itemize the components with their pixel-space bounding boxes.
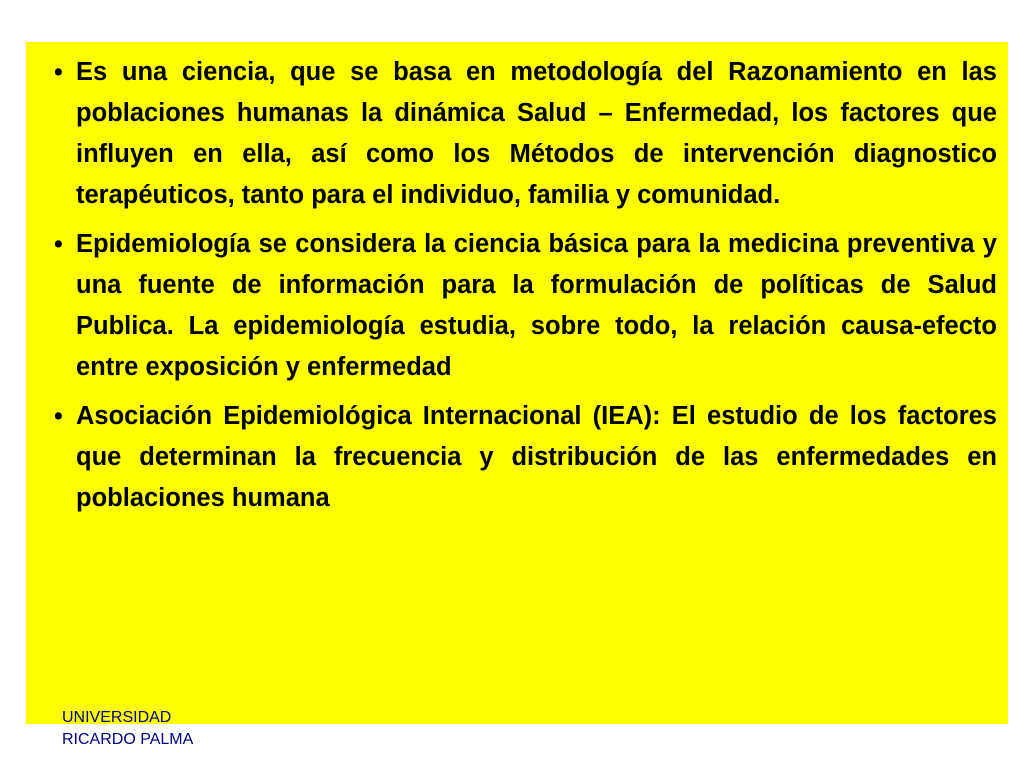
content-panel: [26, 42, 1008, 724]
bullet-icon: •: [54, 58, 63, 86]
footer-line: UNIVERSIDAD: [62, 709, 172, 726]
footer-line: RICARDO PALMA: [62, 731, 194, 748]
bullet-icon: •: [54, 402, 63, 430]
list-item: [54, 224, 997, 388]
bullet-text: Es una ciencia, que se basa en metodología del Razonamiento en las poblaciones humanas la dinámica Salud – Enfermedad, los factores que influyen en ella, así como los Métodos de intervención diagnostico terapéuticos, tanto para el individuo, familia y comunidad.: [76, 58, 997, 209]
list-item: [54, 52, 997, 216]
bullet-list: [54, 52, 997, 527]
list-item: [54, 396, 997, 519]
footer-university-name: [62, 707, 193, 751]
bullet-icon: •: [54, 230, 63, 258]
bullet-text: Asociación Epidemiológica Internacional (IEA): El estudio de los factores que determinan la frecuencia y distribución de las enfermedades en poblaciones humana: [76, 402, 997, 512]
bullet-text: Epidemiología se considera la ciencia básica para la medicina preventiva y una fuente de información para la formulación de políticas de Salud Publica. La epidemiología estudia, sobre todo, la relación causa-efecto entre exposición y enfermedad: [76, 230, 997, 381]
